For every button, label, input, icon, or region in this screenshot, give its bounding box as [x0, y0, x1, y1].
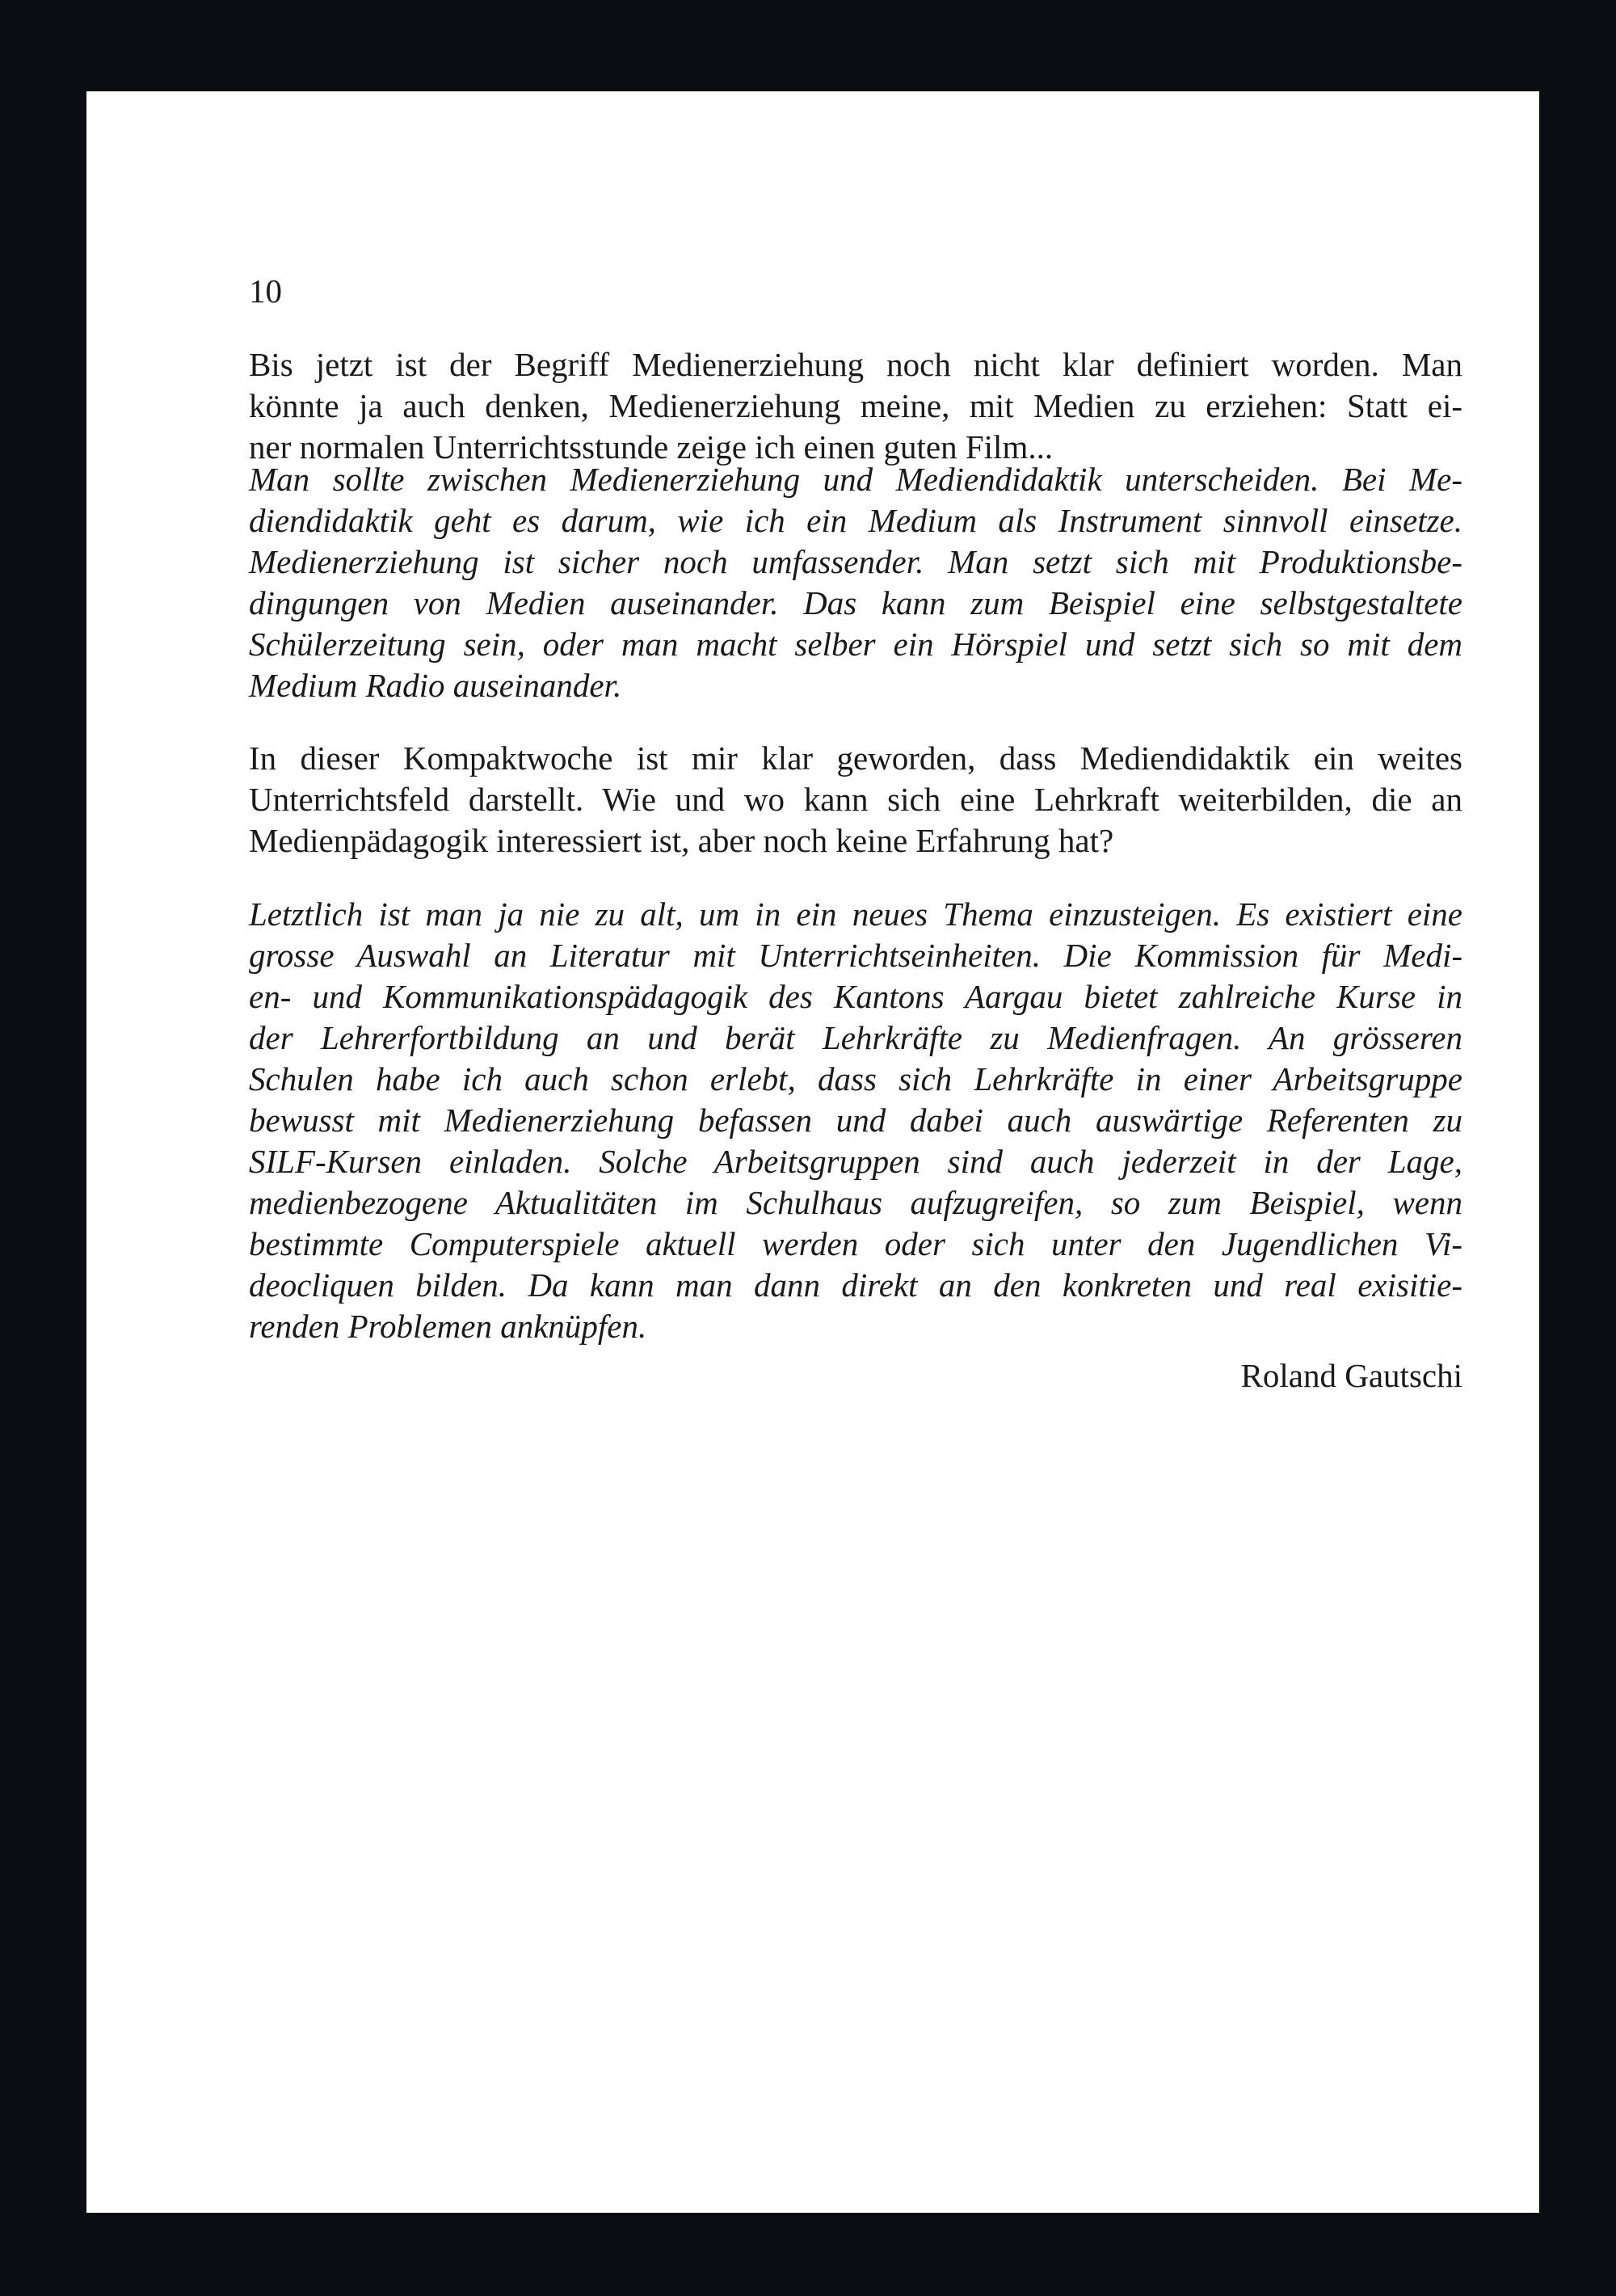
text-line: Letztlich ist man ja nie zu alt, um in ein neues Thema einzusteigen. Es existiert eine — [249, 895, 1462, 933]
paragraph-question-1 — [249, 344, 1462, 468]
paragraph-answer-2 — [249, 894, 1462, 1347]
text-line: der Lehrerfortbildung an und berät Lehrkräfte zu Medienfragen. An grösseren — [249, 1019, 1462, 1056]
text-line: Bis jetzt ist der Begriff Medienerziehung noch nicht klar definiert worden. Man — [249, 346, 1462, 383]
text-line: ner normalen Unterrichtsstunde zeige ich einen guten Film... — [249, 428, 1054, 466]
text-line: Schulen habe ich auch schon erlebt, dass sich Lehrkräfte in einer Arbeitsgruppe — [249, 1060, 1462, 1097]
scanned-page — [86, 91, 1539, 2213]
text-line: en- und Kommunikationspädagogik des Kantons Aargau bietet zahlreiche Kurse in — [249, 978, 1462, 1015]
text-line: Medienpädagogik interessiert ist, aber noch keine Erfahrung hat? — [249, 822, 1114, 859]
text-line: könnte ja auch denken, Medienerziehung meine, mit Medien zu erziehen: Statt ei- — [249, 387, 1462, 424]
page-number: 10 — [249, 272, 282, 310]
author-signature: Roland Gautschi — [1240, 1357, 1462, 1394]
text-line: diendidaktik geht es darum, wie ich ein Medium als Instrument sinnvoll einsetze. — [249, 502, 1462, 539]
text-line: Man sollte zwischen Medienerziehung und Mediendidaktik unterscheiden. Bei Me- — [249, 461, 1462, 498]
text-line: medienbezogene Aktualitäten im Schulhaus aufzugreifen, so zum Beispiel, wenn — [249, 1184, 1462, 1221]
text-line: renden Problemen anknüpfen. — [249, 1308, 647, 1345]
text-line: Medienerziehung ist sicher noch umfassender. Man setzt sich mit Produktionsbe- — [249, 543, 1462, 580]
text-line: Medium Radio auseinander. — [249, 667, 622, 704]
text-line: grosse Auswahl an Literatur mit Unterrichtseinheiten. Die Kommission für Medi- — [249, 937, 1462, 974]
text-line: bewusst mit Medienerziehung befassen und dabei auch auswärtige Referenten zu — [249, 1102, 1462, 1139]
text-line: deocliquen bilden. Da kann man dann direkt an den konkreten und real exisitie- — [249, 1266, 1462, 1304]
text-line: bestimmte Computerspiele aktuell werden oder sich unter den Jugendlichen Vi- — [249, 1225, 1462, 1262]
paragraph-answer-1 — [249, 459, 1462, 706]
text-line: Unterrichtsfeld darstellt. Wie und wo kann sich eine Lehrkraft weiterbilden, die an — [249, 781, 1462, 818]
text-line: In dieser Kompaktwoche ist mir klar geworden, dass Mediendidaktik ein weites — [249, 739, 1462, 777]
paragraph-question-2 — [249, 738, 1462, 862]
text-line: SILF-Kursen einladen. Solche Arbeitsgruppen sind auch jederzeit in der Lage, — [249, 1143, 1462, 1180]
text-line: dingungen von Medien auseinander. Das kann zum Beispiel eine selbstgestaltete — [249, 584, 1462, 621]
text-line: Schülerzeitung sein, oder man macht selber ein Hörspiel und setzt sich so mit dem — [249, 626, 1462, 663]
